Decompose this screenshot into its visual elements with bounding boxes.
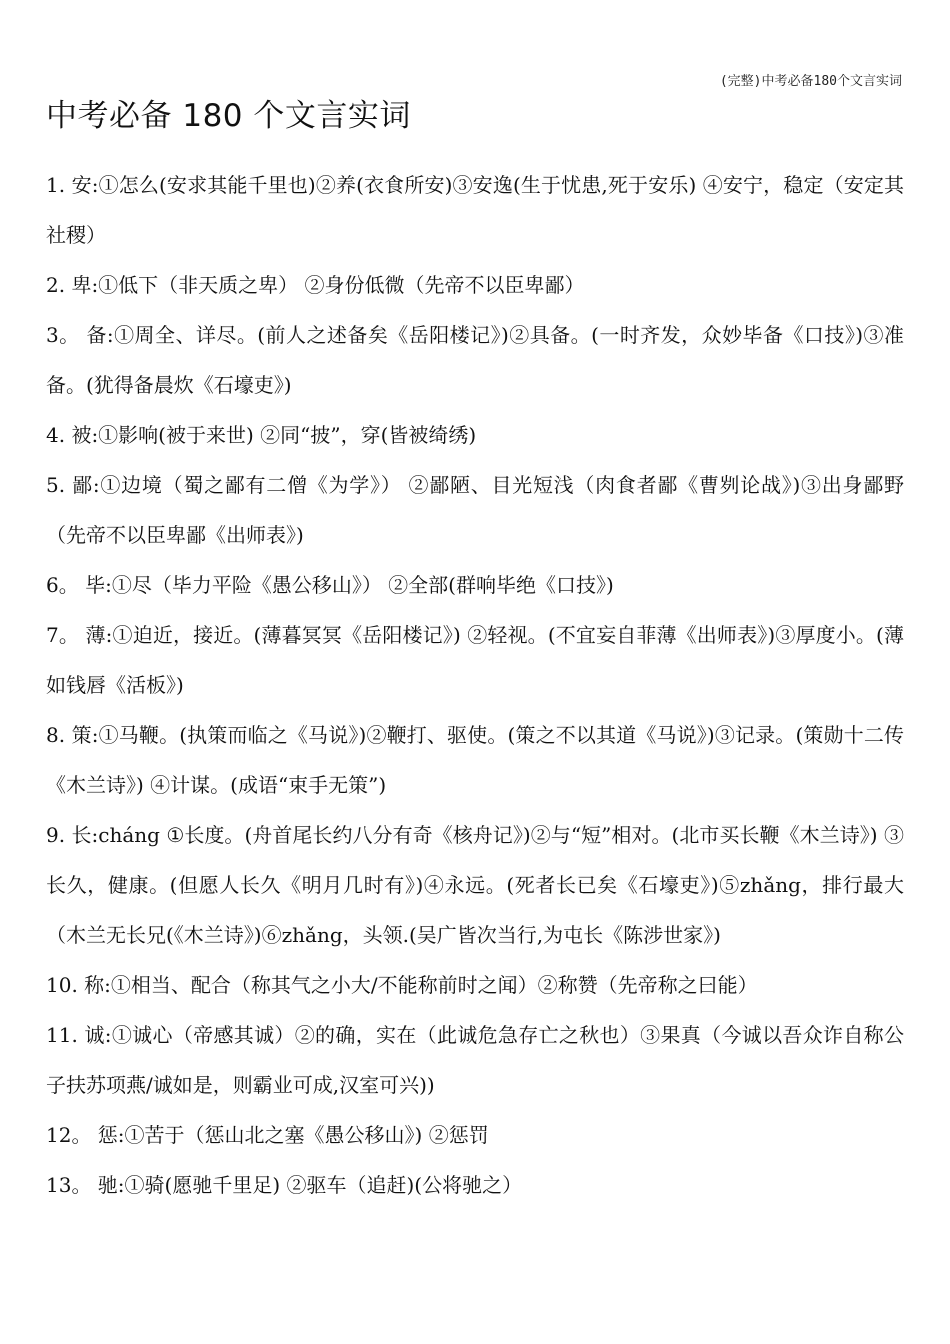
vocabulary-entry: 8. 策:①马鞭。(执策而临之《马说》)②鞭打、驱使。(策之不以其道《马说》)③记录。(策勋十二传《木兰诗》) ④计谋。(成语“束手无策”) — [46, 723, 904, 797]
vocabulary-entry: 10. 称:①相当、配合（称其气之小大/不能称前时之闻）②称赞（先帝称之曰能） — [46, 973, 758, 997]
vocabulary-entry: 11. 诚:①诚心（帝感其诚）②的确，实在（此诚危急存亡之秋也）③果真（今诚以吾众诈自称公子扶苏项燕/诚如是，则霸业可成,汉室可兴)) — [46, 1023, 904, 1097]
vocabulary-entry: 7。 薄:①迫近，接近。(薄暮冥冥《岳阳楼记》) ②轻视。(不宜妄自菲薄《出师表》)③厚度小。(薄如钱唇《活板》) — [46, 623, 904, 697]
vocabulary-list — [46, 160, 904, 1210]
document-header-note: (完整)中考必备180个文言实词 — [719, 74, 902, 89]
vocabulary-entry: 4. 被:①影响(被于来世) ②同“披”，穿(皆被绮绣) — [46, 423, 477, 447]
vocabulary-entry: 1. 安:①怎么(安求其能千里也)②养(衣食所安)③安逸(生于忧患,死于安乐) ④安宁，稳定（安定其社稷） — [46, 173, 904, 247]
vocabulary-entry: 9. 长:cháng ①长度。(舟首尾长约八分有奇《核舟记》)②与“短”相对。(北市买长鞭《木兰诗》) ③长久，健康。(但愿人长久《明月几时有》)④永远。(死者长已矣《石壕吏》)⑤zhǎng，排行最大（木兰无长兄(《木兰诗》)⑥zhǎng，头领.(吴广皆次当行,为屯长《陈涉世家》) — [46, 823, 904, 947]
vocabulary-entry: 6。 毕:①尽（毕力平险《愚公移山》） ②全部(群响毕绝《口技》) — [46, 573, 614, 597]
vocabulary-entry: 5. 鄙:①边境（蜀之鄙有二僧《为学》） ②鄙陋、目光短浅（肉食者鄙《曹刿论战》)③出身鄙野（先帝不以臣卑鄙《出师表》) — [46, 473, 904, 547]
vocabulary-entry: 2. 卑:①低下（非天质之卑） ②身份低微（先帝不以臣卑鄙） — [46, 273, 585, 297]
vocabulary-entry: 3。 备:①周全、详尽。(前人之述备矣《岳阳楼记》)②具备。(一时齐发，众妙毕备《口技》)③准备。(犹得备晨炊《石壕吏》) — [46, 323, 904, 397]
document-title: 中考必备 180 个文言实词 — [46, 98, 411, 134]
vocabulary-entry: 12。 惩:①苦于（惩山北之塞《愚公移山》) ②惩罚 — [46, 1123, 489, 1147]
vocabulary-entry: 13。 驰:①骑(愿驰千里足) ②驱车（追赶)(公将驰之） — [46, 1173, 523, 1197]
